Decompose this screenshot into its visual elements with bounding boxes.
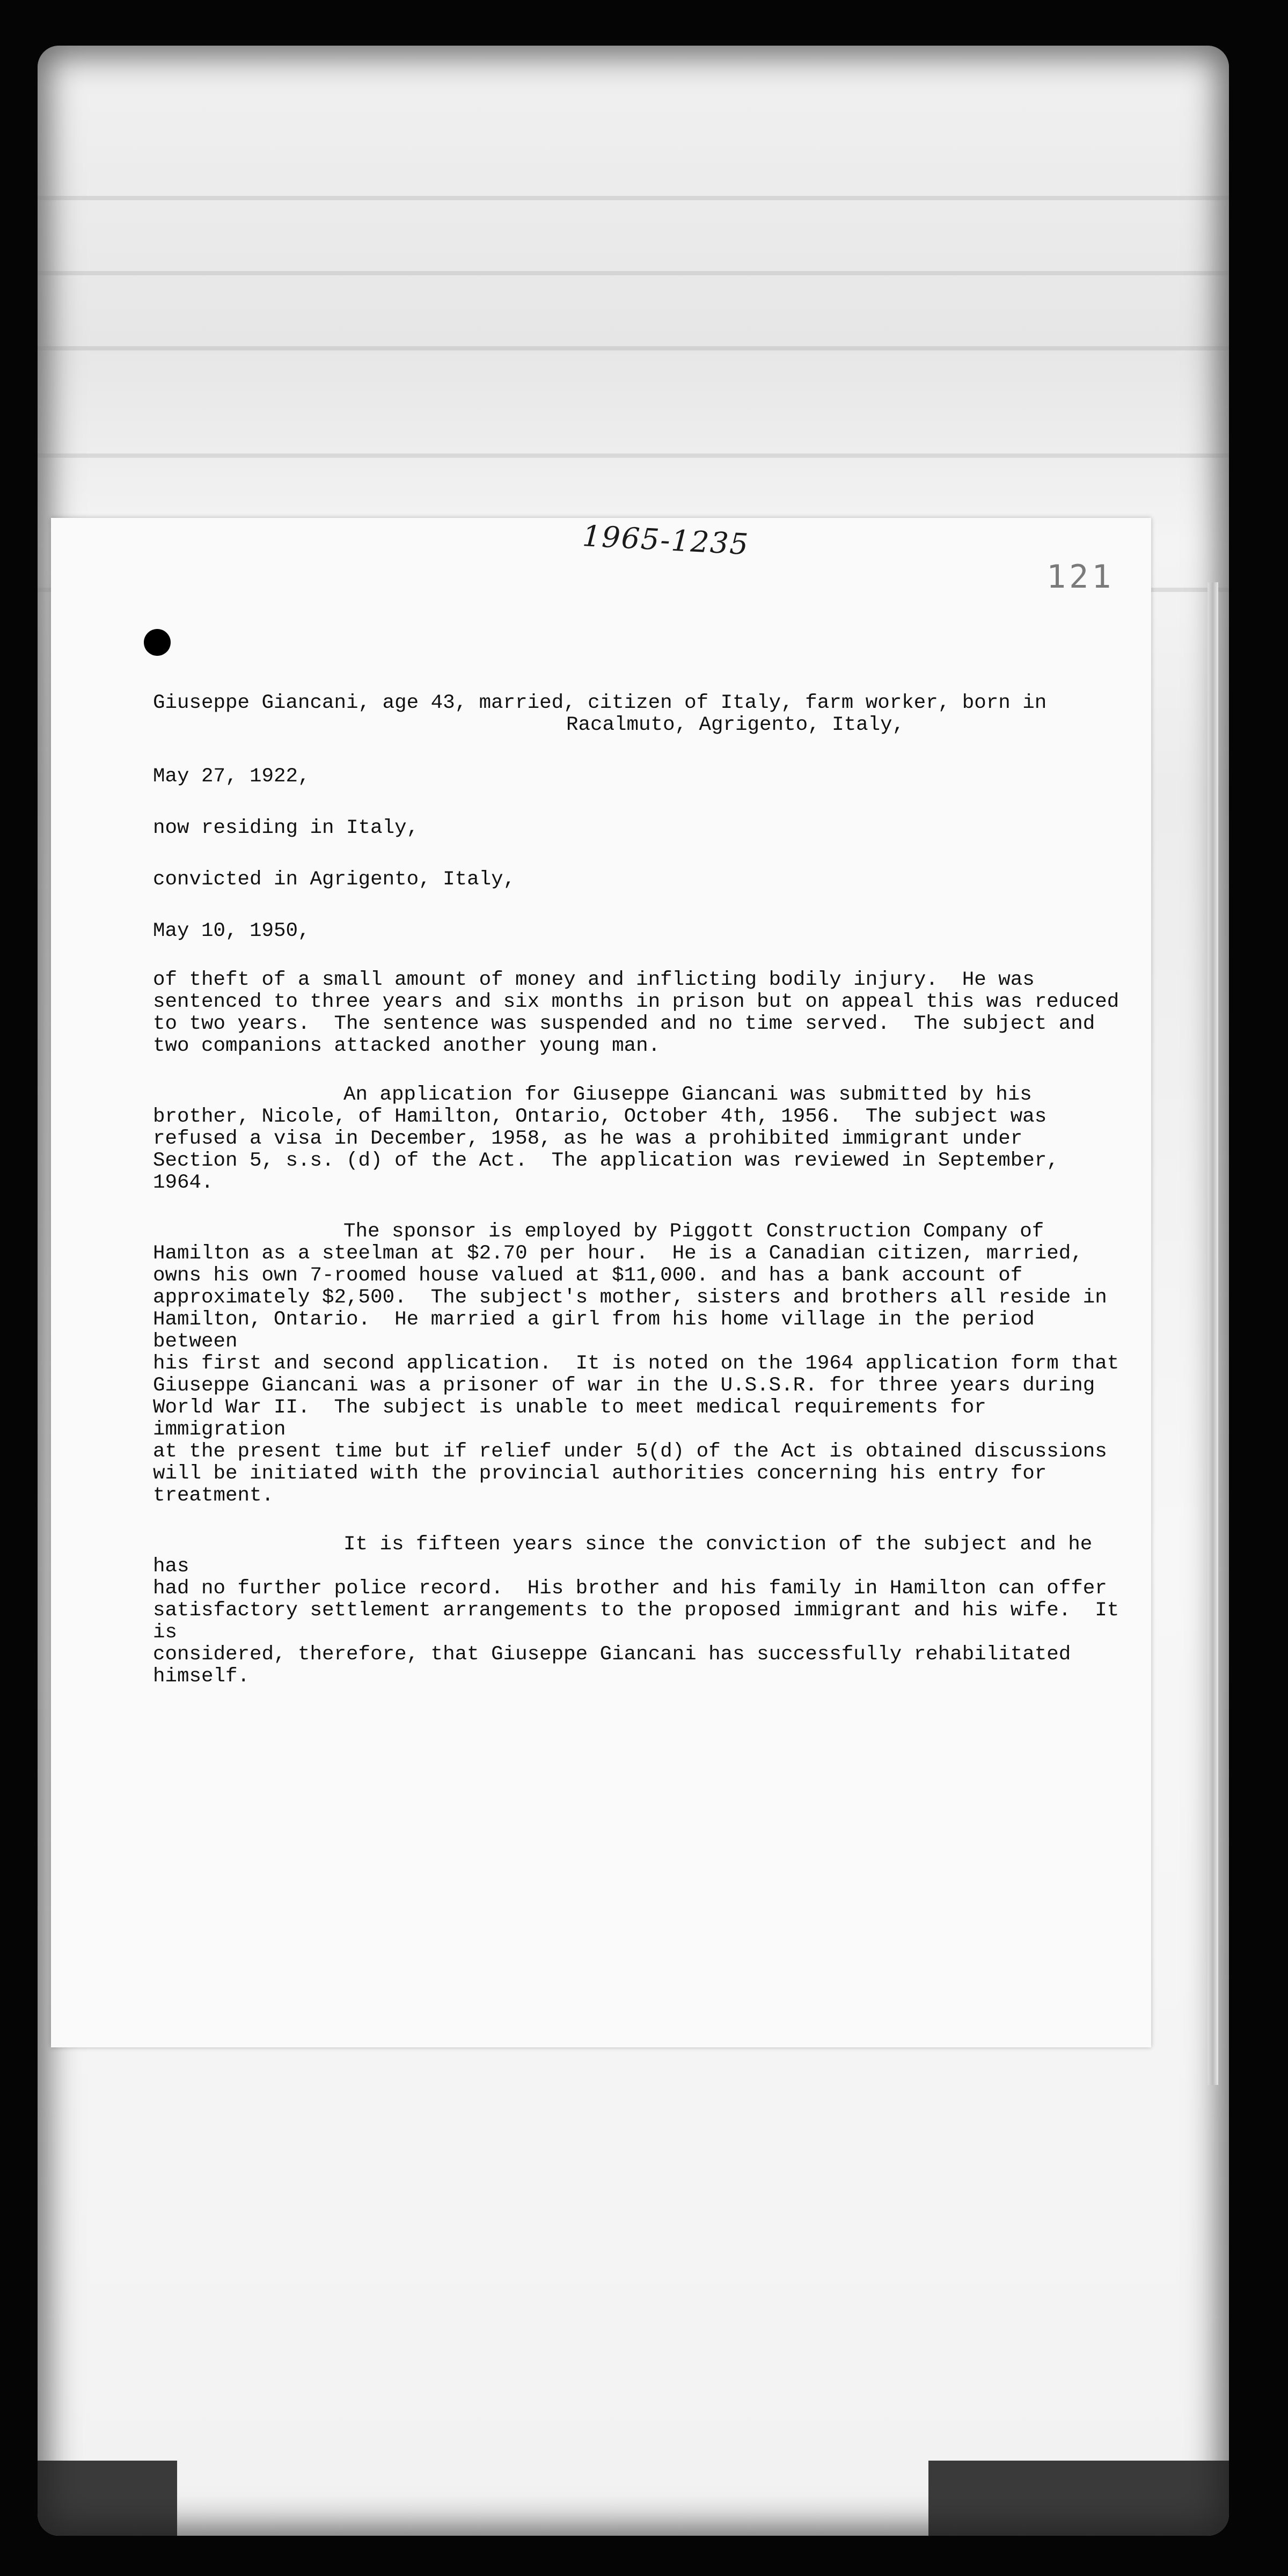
paragraph-conclusion: It is fifteen years since the conviction of the subject and he has had no further police record. His brother and his family in Hamilton can offer satisfactory settlement arrangements to the proposed immigrant and his wife. It is considered, therefore, that Giuseppe Giancani has successfully rehabilitated himself. [153,1533,1119,1688]
scan-corner-left [38,2461,177,2536]
punch-hole [144,629,171,656]
paragraph-application: An application for Giuseppe Giancani was submitted by his brother, Nicole, of Hamilton, Ontario, October 4th, 1956. The subject was refused a visa in December, 1958, as he was a prohibited immigrant under Section 5, s.s. (d) of the Act. The application was reviewed in September, 1964. [153,1084,1059,1194]
paragraph-sponsor: The sponsor is employed by Piggott Construction Company of Hamilton as a steelman at $2.70 per hour. He is a Canadian citizen, married, owns his own 7-roomed house valued at $11,000. and has a bank account of approximately $2,500. The subject's mother, sisters and brothers all reside in Hamilton, Ontario. He married a girl from his home village in the period between his first and second application. It is noted on the 1964 application form that Giuseppe Giancani was a prisoner of war in the U.S.S.R. for three years during World War II. The subject is unable to meet medical requirements for immigration at the present time but if relief under 5(d) of the Act is obtained discussions will be initiated with the provincial authorities concerning his entry for treatment. [153,1220,1119,1507]
residence: now residing in Italy, [153,817,419,839]
conviction-place: convicted in Agrigento, Italy, [153,868,516,891]
file-number-handwritten: 1965-1235 [581,518,750,562]
scan-corner-right [928,2461,1229,2536]
header-line-2: Racalmuto, Agrigento, Italy, [566,714,905,736]
document-body [153,692,1130,1688]
birth-date: May 27, 1922, [153,765,310,788]
scan-streak [38,271,1229,275]
page-number-stamp: 121 [1046,558,1115,596]
scan-streak [38,453,1229,458]
scan-streak [38,346,1229,350]
scan-streak [38,196,1229,200]
header-line-1: Giuseppe Giancani, age 43, married, citizen of Italy, farm worker, born in [153,692,1047,714]
paragraph-conviction-details: of theft of a small amount of money and inflicting bodily injury. He was sentenced to three years and six months in prison but on appeal this was reduced to two years. The sentence was suspended and no time served. The subject and two companions attacked another young man. [153,969,1119,1057]
sheet-edge [1208,582,1218,2085]
conviction-date: May 10, 1950, [153,920,310,942]
